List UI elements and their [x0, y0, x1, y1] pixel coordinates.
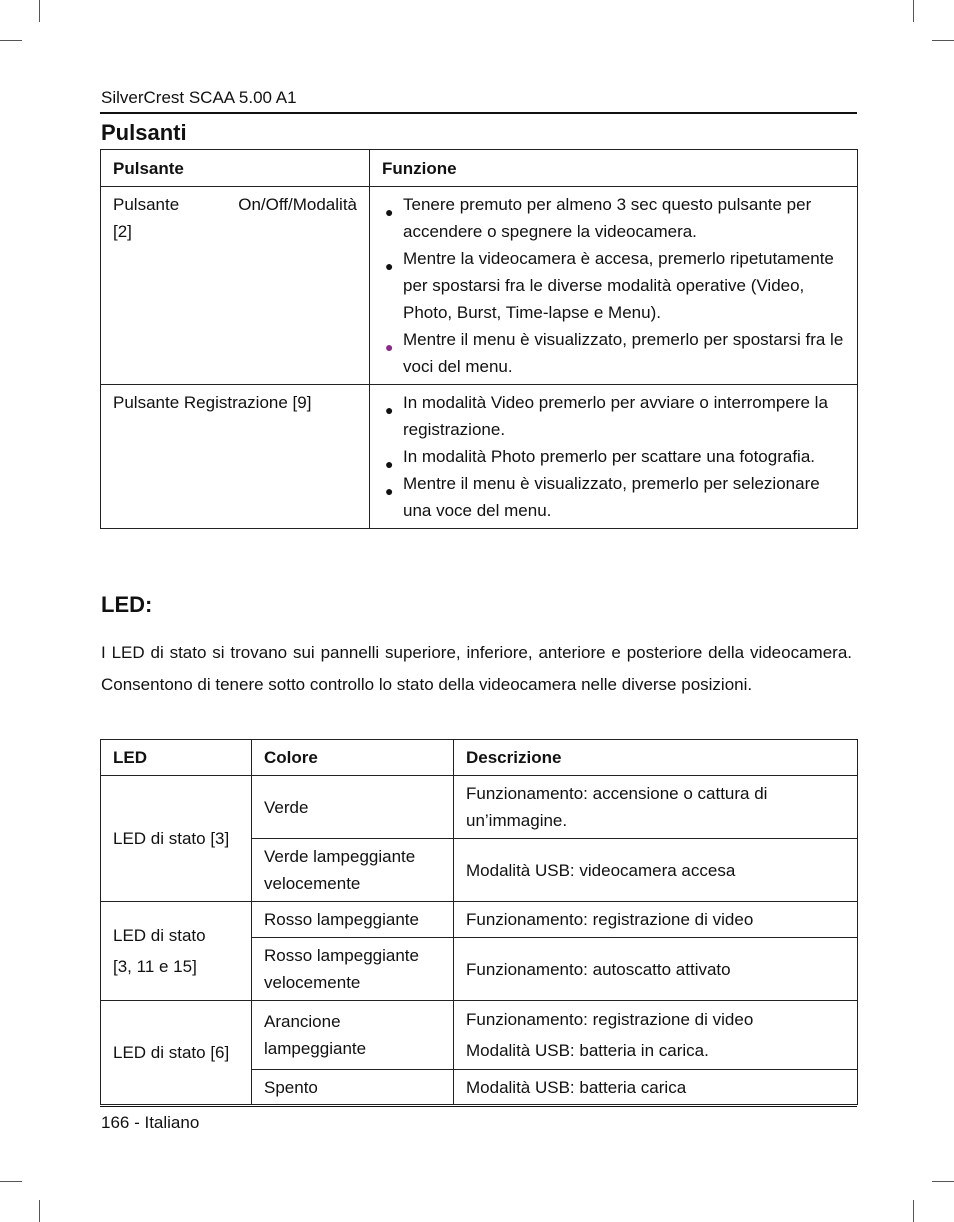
- crop-mark: [39, 0, 40, 22]
- list-item: ● Mentre il menu è visualizzato, premerlo per spostarsi fra le voci del menu.: [385, 330, 844, 376]
- section-title-pulsanti: Pulsanti: [101, 120, 187, 145]
- bullet-icon: ●: [385, 402, 394, 418]
- led-cell: LED di stato [6]: [101, 1001, 252, 1105]
- led-table: [100, 739, 858, 1105]
- crop-mark: [913, 0, 914, 22]
- button-name-part: [2]: [113, 222, 132, 241]
- table-row: [101, 385, 858, 529]
- bullet-icon: ●: [385, 258, 394, 274]
- column-header: Colore: [252, 740, 454, 776]
- color-cell: Verde lampeggiante velocemente: [252, 839, 454, 902]
- color-cell: Arancione lampeggiante: [252, 1001, 454, 1070]
- crop-mark: [39, 1200, 40, 1222]
- button-name-part: Pulsante: [113, 195, 180, 214]
- description-cell: Modalità USB: batteria carica: [454, 1070, 858, 1105]
- table-row: [101, 776, 858, 839]
- list-item: ● Tenere premuto per almeno 3 sec questo pulsante per accendere o spegnere la videocamera.: [385, 195, 812, 241]
- table-row: [101, 187, 858, 385]
- description-cell: Funzionamento: registrazione di video Modalità USB: batteria in carica.: [454, 1001, 858, 1070]
- table-row: [101, 1001, 858, 1070]
- table-header-row: [101, 740, 858, 776]
- function-cell: [370, 385, 858, 529]
- crop-mark: [932, 40, 954, 41]
- buttons-table: [100, 149, 858, 529]
- table-row: [101, 902, 858, 938]
- bullet-icon: ●: [385, 204, 394, 220]
- crop-mark: [913, 1200, 914, 1222]
- crop-mark: [932, 1181, 954, 1182]
- bullet-icon: ●: [385, 483, 394, 499]
- function-cell: [370, 187, 858, 385]
- table-header-row: [101, 150, 858, 187]
- color-cell: Spento: [252, 1070, 454, 1105]
- button-name-cell: Pulsante Registrazione [9]: [101, 385, 370, 529]
- column-header: Descrizione: [454, 740, 858, 776]
- button-name-cell: [101, 187, 370, 385]
- page-footer: 166 - Italiano: [101, 1113, 200, 1132]
- button-name-part: On/Off/Modalità: [238, 195, 357, 214]
- bullet-icon: ●: [385, 339, 394, 355]
- description-cell: Funzionamento: autoscatto attivato: [454, 938, 858, 1001]
- led-cell: LED di stato [3]: [101, 776, 252, 902]
- list-item: ● Mentre il menu è visualizzato, premerlo per selezionare una voce del menu.: [385, 474, 820, 520]
- crop-mark: [0, 1181, 22, 1182]
- column-header: Funzione: [370, 150, 858, 187]
- page-header-title: SilverCrest SCAA 5.00 A1: [101, 88, 297, 107]
- description-cell: Modalità USB: videocamera accesa: [454, 839, 858, 902]
- list-item: ● In modalità Photo premerlo per scattare una fotografia.: [382, 443, 845, 470]
- column-header: Pulsante: [101, 150, 370, 187]
- header-rule: [100, 112, 857, 114]
- color-cell: Rosso lampeggiante velocemente: [252, 938, 454, 1001]
- crop-mark: [0, 40, 22, 41]
- section-title-led: LED:: [101, 592, 153, 617]
- description-cell: Funzionamento: registrazione di video: [454, 902, 858, 938]
- color-cell: Rosso lampeggiante: [252, 902, 454, 938]
- list-item: ● Mentre la videocamera è accesa, premerlo ripetutamente per spostarsi fra le diverse modalità operative (Video, Photo, Burst, Time-lapse e Menu).: [385, 249, 834, 322]
- color-cell: Verde: [252, 776, 454, 839]
- column-header: LED: [101, 740, 252, 776]
- footer-rule: [100, 1106, 857, 1107]
- bullet-icon: ●: [385, 456, 394, 472]
- list-item: ● In modalità Video premerlo per avviare o interrompere la registrazione.: [385, 393, 828, 439]
- led-cell: LED di stato [3, 11 e 15]: [101, 902, 252, 1001]
- description-cell: Funzionamento: accensione o cattura di un’immagine.: [454, 776, 858, 839]
- led-intro-paragraph: I LED di stato si trovano sui pannelli superiore, inferiore, anteriore e posteriore della videocamera. Consentono di tenere sotto controllo lo stato della videocamera nelle diverse posizioni.: [101, 643, 852, 694]
